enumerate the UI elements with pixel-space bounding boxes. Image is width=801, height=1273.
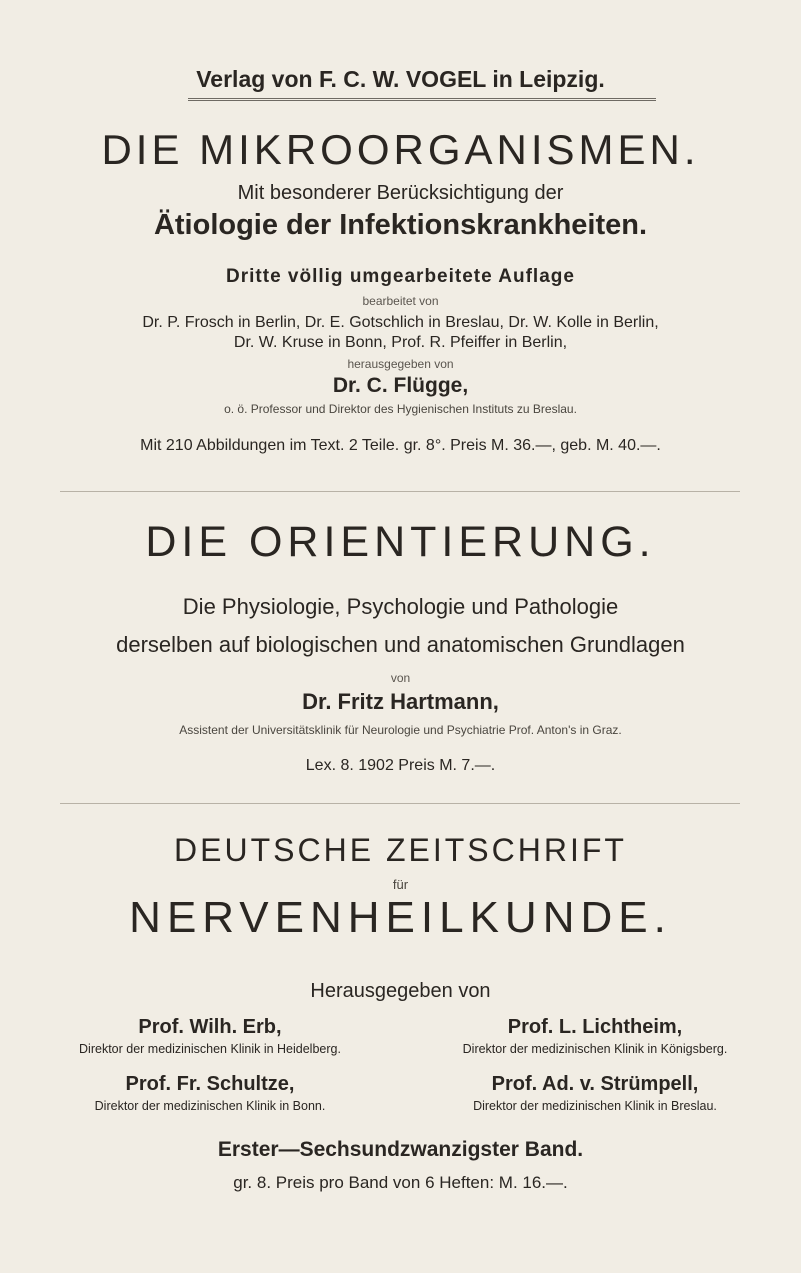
book2-title: DIE ORIENTIERUNG. [145, 518, 656, 566]
book1-divider [60, 491, 740, 492]
journal-editor-role: Direktor der medizinischen Klinik in Bonn. [94, 1099, 326, 1113]
journal-published-by: Herausgegeben von [310, 980, 491, 1002]
book1-editor-role: o. ö. Professor und Direktor des Hygienischen Instituts zu Breslau. [224, 402, 577, 416]
journal-title-line2: NERVENHEILKUNDE. [129, 893, 672, 942]
book2-details: Lex. 8. 1902 Preis M. 7.—. [305, 757, 496, 774]
book1-edited-by: bearbeitet von [362, 294, 439, 308]
book1-editor: Dr. C. Flügge, [332, 374, 469, 397]
book1-title: DIE MIKROORGANISMEN. [101, 126, 700, 173]
journal-volumes: Erster—Sechsundzwanzigster Band. [217, 1138, 584, 1161]
journal-for: für [392, 877, 409, 892]
journal-details: gr. 8. Preis pro Band von 6 Heften: M. 16.—. [233, 1173, 568, 1192]
publisher-header: Verlag von F. C. W. VOGEL in Leipzig. [196, 66, 605, 92]
journal-editor-name: Prof. Ad. v. Strümpell, [491, 1073, 699, 1095]
book2-divider [60, 803, 740, 804]
journal-editor-role: Direktor der medizinischen Klinik in Heidelberg. [79, 1042, 341, 1056]
header-divider [188, 98, 656, 101]
book2-subtitle-line1: Die Physiologie, Psychologie und Pathologie [182, 594, 619, 619]
book2-by: von [390, 671, 411, 685]
book1-edition: Dritte völlig umgearbeitete Auflage [226, 266, 575, 287]
journal-editor-name: Prof. Fr. Schultze, [125, 1073, 295, 1095]
journal-editor-name: Prof. L. Lichtheim, [507, 1016, 683, 1038]
book2-subtitle-line2: derselben auf biologischen und anatomischen Grundlagen [116, 632, 685, 657]
book2-author: Dr. Fritz Hartmann, [302, 689, 499, 714]
journal-editor-role: Direktor der medizinischen Klinik in Königsberg. [462, 1042, 728, 1056]
book1-published-by: herausgegeben von [347, 357, 454, 371]
journal-editor-role: Direktor der medizinischen Klinik in Breslau. [473, 1099, 717, 1113]
journal-editor-name: Prof. Wilh. Erb, [138, 1016, 282, 1038]
book1-subtitle-bold: Ätiologie der Infektionskrankheiten. [153, 209, 648, 241]
book2-author-role: Assistent der Universitätsklinik für Neurologie und Psychiatrie Prof. Anton's in Graz. [179, 723, 622, 737]
journal-title-line1: DEUTSCHE ZEITSCHRIFT [174, 832, 627, 868]
book1-details: Mit 210 Abbildungen im Text. 2 Teile. gr. 8°. Preis M. 36.—, geb. M. 40.—. [140, 437, 661, 454]
book1-authors-line2: Dr. W. Kruse in Bonn, Prof. R. Pfeiffer in Berlin, [233, 334, 568, 351]
book1-authors-line1: Dr. P. Frosch in Berlin, Dr. E. Gotschlich in Breslau, Dr. W. Kolle in Berlin, [142, 314, 659, 331]
book1-subtitle: Mit besonderer Berücksichtigung der [237, 182, 564, 204]
